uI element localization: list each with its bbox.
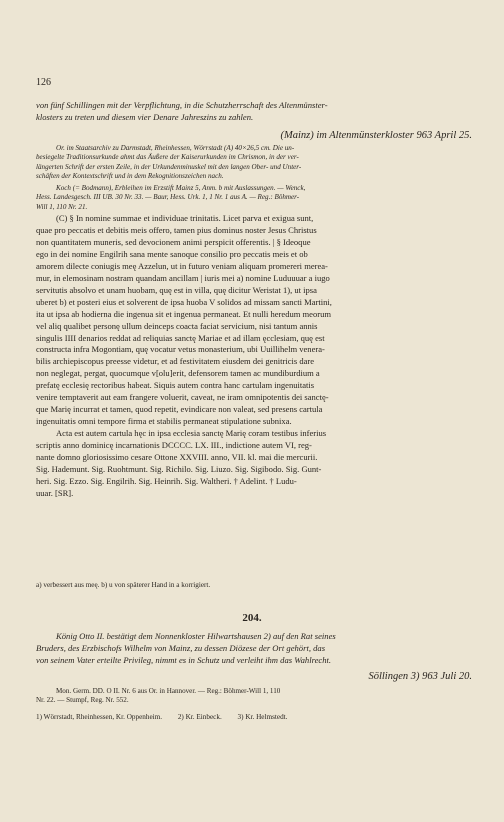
regest-line: Bruders, des Erzbischofs Wilhelm von Mainz, zu dessen Diözese der Ort gehört, das	[36, 643, 326, 653]
footnote-1: 1) Wörrstadt, Rheinhessen, Kr. Oppenheim.	[36, 713, 163, 721]
document-number-204: 204.	[242, 612, 262, 624]
charter-line: ita ut ipsa ab hodierna die ingenua sit et ingenua permaneat. Et nulli heredum meorum	[36, 308, 332, 319]
charter-line: servitutis absolvo et unam huobam, quę est in villa, quę dicitur Weristat 1), ut ipsa	[36, 284, 317, 295]
regest-204	[36, 630, 472, 666]
charter-line: uberet b) et posteri eius et solverent de ipsa huoba V solidos ad missam sancti Martini,	[36, 296, 332, 307]
charter-line: (C) § In nomine summae et individuae trinitatis. Licet parva et exigua sunt,	[56, 213, 314, 223]
charter-line: venire temptaverit aut eam frangere voluerit, caveat, ne iram omnipotentis dei sanctę-	[36, 392, 329, 403]
charter-line: heri. Sig. Ezzo. Sig. Engilrih. Sig. Heinrih. Sig. Waltheri. † Adelint. † Ludu-	[36, 475, 297, 486]
footnote-2: 2) Kr. Einbeck.	[177, 713, 222, 721]
document-heading-204: Söllingen 3) 963 Juli 20.	[368, 671, 472, 682]
source-note-line: längerten Schrift der ersten Zeile, in der Urkundenminuskel mit den langen Ober- und Unter-	[36, 162, 302, 171]
footnotes	[36, 712, 472, 722]
source-notes	[36, 144, 472, 182]
source-line: Mon. Germ. DD. O II. Nr. 6 aus Or. in Hannover. — Reg.: Böhmer-Will 1, 110	[56, 687, 281, 695]
charter-line: scriptis anno dominicę incarnationis DCCCC. LX. III., indictione autem VI, reg-	[36, 440, 312, 451]
latin-charter-text	[36, 213, 472, 500]
charter-line: quae pro peccatis et debitis meis offero, tamen pius dominus noster Jesus Christus	[36, 224, 317, 235]
charter-line: singulis IIII denarios reddat ad reliquias sanctę Mariae et ad illam ęcclesiam, quę est	[36, 332, 325, 343]
charter-line: uuar. [SR].	[36, 487, 74, 498]
charter-line: ingenuitatis omni tempore firma et stabilis permaneat stipulatione subnixa.	[36, 416, 292, 427]
regest-line: von seinem Vater erteilte Privileg, nimmt es in Schutz und verleiht ihm das Wahlrecht.	[36, 655, 332, 665]
charter-line: ego in dei nomine Engilrih sana mente sanoque consilio pro peccatis meis et ob	[36, 248, 308, 259]
intro-text	[36, 99, 472, 123]
charter-line: non neglegat, pergat, quocumque v[olu]erit, defensorem tamen ac mundiburdium a	[36, 368, 320, 379]
source-note-line: schäften der Kontextschrift und in dem Rekognitionszeichen nach.	[36, 172, 224, 181]
document-heading-203: (Mainz) im Altenmünsterkloster 963 April 25.	[280, 130, 472, 141]
charter-line: bilis archiepiscopus preesse videtur, et ad festivitatem eiusdem dei genitricis dare	[36, 356, 315, 367]
charter-line: constructa infra Mogontiam, quę vocatur vetus monasterium, ubi Uuillihelm venera-	[36, 344, 325, 355]
edition-note-line: Will 1, 110 Nr. 21.	[36, 202, 88, 211]
charter-line: nante domno gloriosissimo cesare Ottone XXVIII. anno, VII. kl. mai die mercurii.	[36, 452, 318, 463]
charter-line: amorem dilecte coniugis meę Azzelun, ut in futuro veniam aliquam promereri merea-	[36, 260, 328, 271]
charter-line: que Marię incurrat et tamen, quod repetit, evindicare non valeat, sed presens cartula	[36, 404, 323, 415]
charter-line: Sig. Hademunt. Sig. Ruohtmunt. Sig. Richilo. Sig. Liuzo. Sig. Sigibodo. Sig. Gunt-	[36, 464, 322, 475]
source-note-line: besiegelte Traditionsurkunde ahmt das Äußere der Kaiserurkunden im Chrismon, in der ver-	[36, 153, 299, 162]
regest-line: König Otto II. bestätigt dem Nonnenkloster Hilwartshausen 2) auf den Rat seines	[56, 631, 336, 641]
edition-notes	[36, 184, 472, 212]
footnote-3: 3) Kr. Helmstedt.	[237, 713, 288, 721]
charter-line: mur, in elemosinam nostram quandam ancillam | iuris mei a) nomine Luduuuar a iugo	[36, 272, 330, 283]
charter-line: Acta est autem cartula hęc in ipsa ecclesia sanctę Marię coram testibus inferius	[56, 428, 327, 439]
page-number: 126	[36, 77, 51, 88]
sources-204	[36, 687, 472, 706]
edition-note-line: Koch (= Bodmann), Erbleihen im Erzstift Mainz 5, Anm. b mit Auslassungen. — Wenck,	[56, 184, 306, 192]
intro-line: klosters zu treten und diesem vier Denare Jahreszins zu zahlen.	[36, 112, 254, 122]
charter-line: vel aliq qualibet personę ullum deinceps coacta faciat servicium, nisi tantum annis	[36, 320, 318, 331]
critical-apparatus: a) verbessert aus meę. b) u von späterer Hand in a korrigiert.	[36, 581, 211, 589]
edition-note-line: Hess. Landesgesch. III UB. 30 Nr. 33. — Baur, Hess. Urk. 1, 1 Nr. 1 aus A. — Reg.: Böhmer-	[36, 193, 300, 202]
charter-line: prefatę ecclesię rectoribus habeat. Siquis autem contra hanc cartulam ingenuitatis	[36, 380, 315, 391]
source-note-line: Or. im Staatsarchiv zu Darmstadt, Rheinhessen, Wörrstadt (A) 40×26,5 cm. Die un-	[56, 144, 295, 152]
source-line: Nr. 22. — Stumpf, Reg. Nr. 552.	[36, 696, 129, 705]
intro-line: von fünf Schillingen mit der Verpflichtung, in die Schutzherrschaft des Altenmünster-	[36, 100, 328, 110]
charter-line: non quantitatem muneris, sed devocionem animi perspicit offerentis. | § Ideoque	[36, 236, 311, 247]
